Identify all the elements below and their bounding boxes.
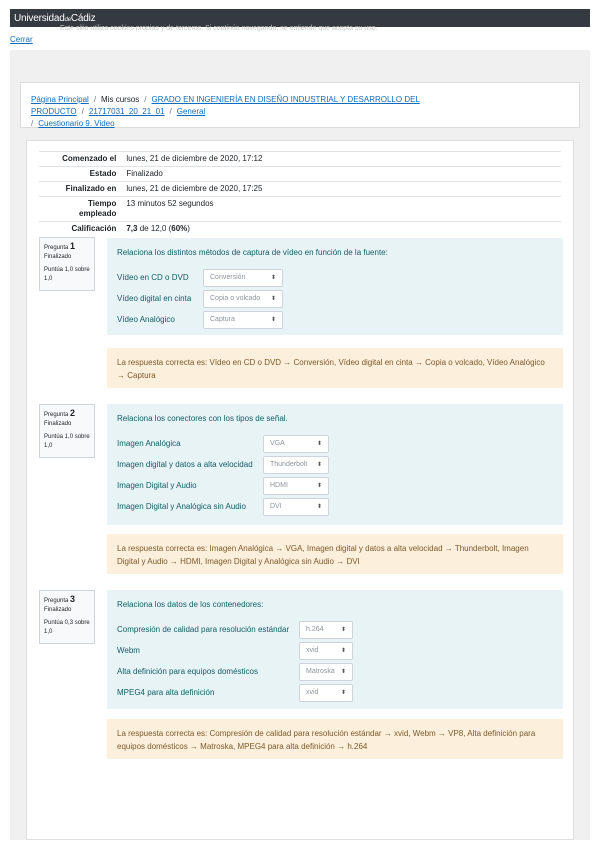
quiz-review-region — [26, 140, 574, 840]
breadcrumb-quiz[interactable]: Cuestionario 9. Video — [38, 119, 115, 128]
match-row: Vídeo digital en cinta Copia o volcado ⬍ — [117, 288, 553, 309]
match-row: Compresión de calidad para resolución estándar h.264 ⬍ — [117, 619, 553, 640]
close-banner-link[interactable]: Cerrar — [10, 35, 33, 44]
match-row: Imagen Digital y Audio HDMI ⬍ — [117, 475, 553, 496]
match-row: Vídeo en CD o DVD Conversión ⬍ — [117, 267, 553, 288]
answer-select[interactable]: Copia o volcado ⬍ — [203, 290, 283, 308]
answer-select[interactable]: Thunderbolt ⬍ — [263, 456, 329, 474]
attempt-summary-table — [39, 151, 561, 236]
answer-select[interactable]: xvid ⬍ — [299, 684, 353, 702]
answer-select[interactable]: Conversión ⬍ — [203, 269, 283, 287]
correct-answer-feedback: La respuesta correcta es: Imagen Analógica → VGA, Imagen digital y datos a alta velocidad → Thunderbolt, Imagen Digital y Audio → HDMI, Imagen Digital y Analógica sin Audio → DVI — [107, 534, 563, 574]
cookie-banner-text: Este sitio utiliza cookies propias y de terceros. Si continúa navegando, se entiende que acepta su uso. — [60, 25, 378, 32]
match-row: Vídeo Analógico Captura ⬍ — [117, 309, 553, 330]
match-row: MPEG4 para alta definición xvid ⬍ — [117, 682, 553, 703]
chevron-updown-icon: ⬍ — [316, 504, 322, 510]
match-row: Imagen Analógica VGA ⬍ — [117, 433, 553, 454]
match-row: Imagen digital y datos a alta velocidad Thunderbolt ⬍ — [117, 454, 553, 475]
table-row: Estado Finalizado — [39, 167, 561, 182]
chevron-updown-icon: ⬍ — [316, 462, 322, 468]
chevron-updown-icon: ⬍ — [340, 669, 346, 675]
chevron-updown-icon: ⬍ — [316, 483, 322, 489]
table-row: Calificación 7,3 de 12,0 (60%) — [39, 222, 561, 237]
question-content: Relaciona los conectores con los tipos de señal. Imagen Analógica VGA ⬍ Imagen digital y datos a alta velocidad Thunderbolt ⬍ Imagen Digital y Audio HDMI ⬍ Imagen Digital y Analógica sin Audio DVI ⬍ — [107, 404, 563, 525]
chevron-updown-icon: ⬍ — [270, 275, 276, 281]
match-row: Imagen Digital y Analógica sin Audio DVI ⬍ — [117, 496, 553, 517]
breadcrumb-general[interactable]: General — [176, 107, 206, 116]
question-info: Pregunta 3 Finalizado Puntúa 0,3 sobre 1,0 — [39, 590, 95, 644]
breadcrumb-home[interactable]: Página Principal — [31, 95, 89, 104]
table-row: Comenzado el lunes, 21 de diciembre de 2020, 17:12 — [39, 152, 561, 167]
university-logo[interactable]: UniversidaddeCádiz — [14, 13, 96, 24]
answer-select[interactable]: h.264 ⬍ — [299, 621, 353, 639]
answer-select[interactable]: HDMI ⬍ — [263, 477, 329, 495]
answer-select[interactable]: Captura ⬍ — [203, 311, 283, 329]
chevron-updown-icon: ⬍ — [340, 648, 346, 654]
answer-select[interactable]: xvid ⬍ — [299, 642, 353, 660]
chevron-updown-icon: ⬍ — [270, 296, 276, 302]
question-content: Relaciona los datos de los contenedores: Compresión de calidad para resolución estándar h.264 ⬍ Webm xvid ⬍ Alta definición para equipos domésticos Matroska ⬍ MPEG4 para alta definición xvid ⬍ — [107, 590, 563, 709]
breadcrumb: Página Principal / Mis cursos / GRADO EN INGENIERÍA EN DISEÑO INDUSTRIAL Y DESARROLLO DEL PRODUCTO / 21717031_20_21_01 / General / Cuestionario 9. Video — [20, 82, 580, 128]
chevron-updown-icon: ⬍ — [316, 441, 322, 447]
breadcrumb-my-courses: Mis cursos — [101, 95, 140, 104]
chevron-updown-icon: ⬍ — [340, 627, 346, 633]
answer-select[interactable]: VGA ⬍ — [263, 435, 329, 453]
chevron-updown-icon: ⬍ — [340, 690, 346, 696]
correct-answer-feedback: La respuesta correcta es: Compresión de calidad para resolución estándar → xvid, Webm → VP8, Alta definición para equipos domésticos → Matroska, MPEG4 para alta definición → h.264 — [107, 719, 563, 759]
breadcrumb-course-code[interactable]: 21717031_20_21_01 — [88, 107, 165, 116]
question-content: Relaciona los distintos métodos de captura de vídeo en función de la fuente: Vídeo en CD o DVD Conversión ⬍ Vídeo digital en cinta Copia o volcado ⬍ Vídeo Analógico Captura ⬍ — [107, 238, 563, 335]
match-row: Alta definición para equipos domésticos Matroska ⬍ — [117, 661, 553, 682]
question-info: Pregunta 1 Finalizado Puntúa 1,0 sobre 1,0 — [39, 237, 95, 291]
breadcrumb-course[interactable]: GRADO EN INGENIERÍA EN DISEÑO INDUSTRIAL Y DESARROLLO DEL PRODUCTO — [31, 95, 420, 116]
chevron-updown-icon: ⬍ — [270, 317, 276, 323]
answer-select[interactable]: DVI ⬍ — [263, 498, 329, 516]
question-info: Pregunta 2 Finalizado Puntúa 1,0 sobre 1,0 — [39, 404, 95, 458]
table-row: Finalizado en lunes, 21 de diciembre de 2020, 17:25 — [39, 182, 561, 197]
correct-answer-feedback: La respuesta correcta es: Vídeo en CD o DVD → Conversión, Vídeo digital en cinta → Copia o volcado, Vídeo Analógico → Captura — [107, 348, 563, 388]
match-row: Webm xvid ⬍ — [117, 640, 553, 661]
answer-select[interactable]: Matroska ⬍ — [299, 663, 353, 681]
table-row: Tiempo empleado 13 minutos 52 segundos — [39, 197, 561, 222]
